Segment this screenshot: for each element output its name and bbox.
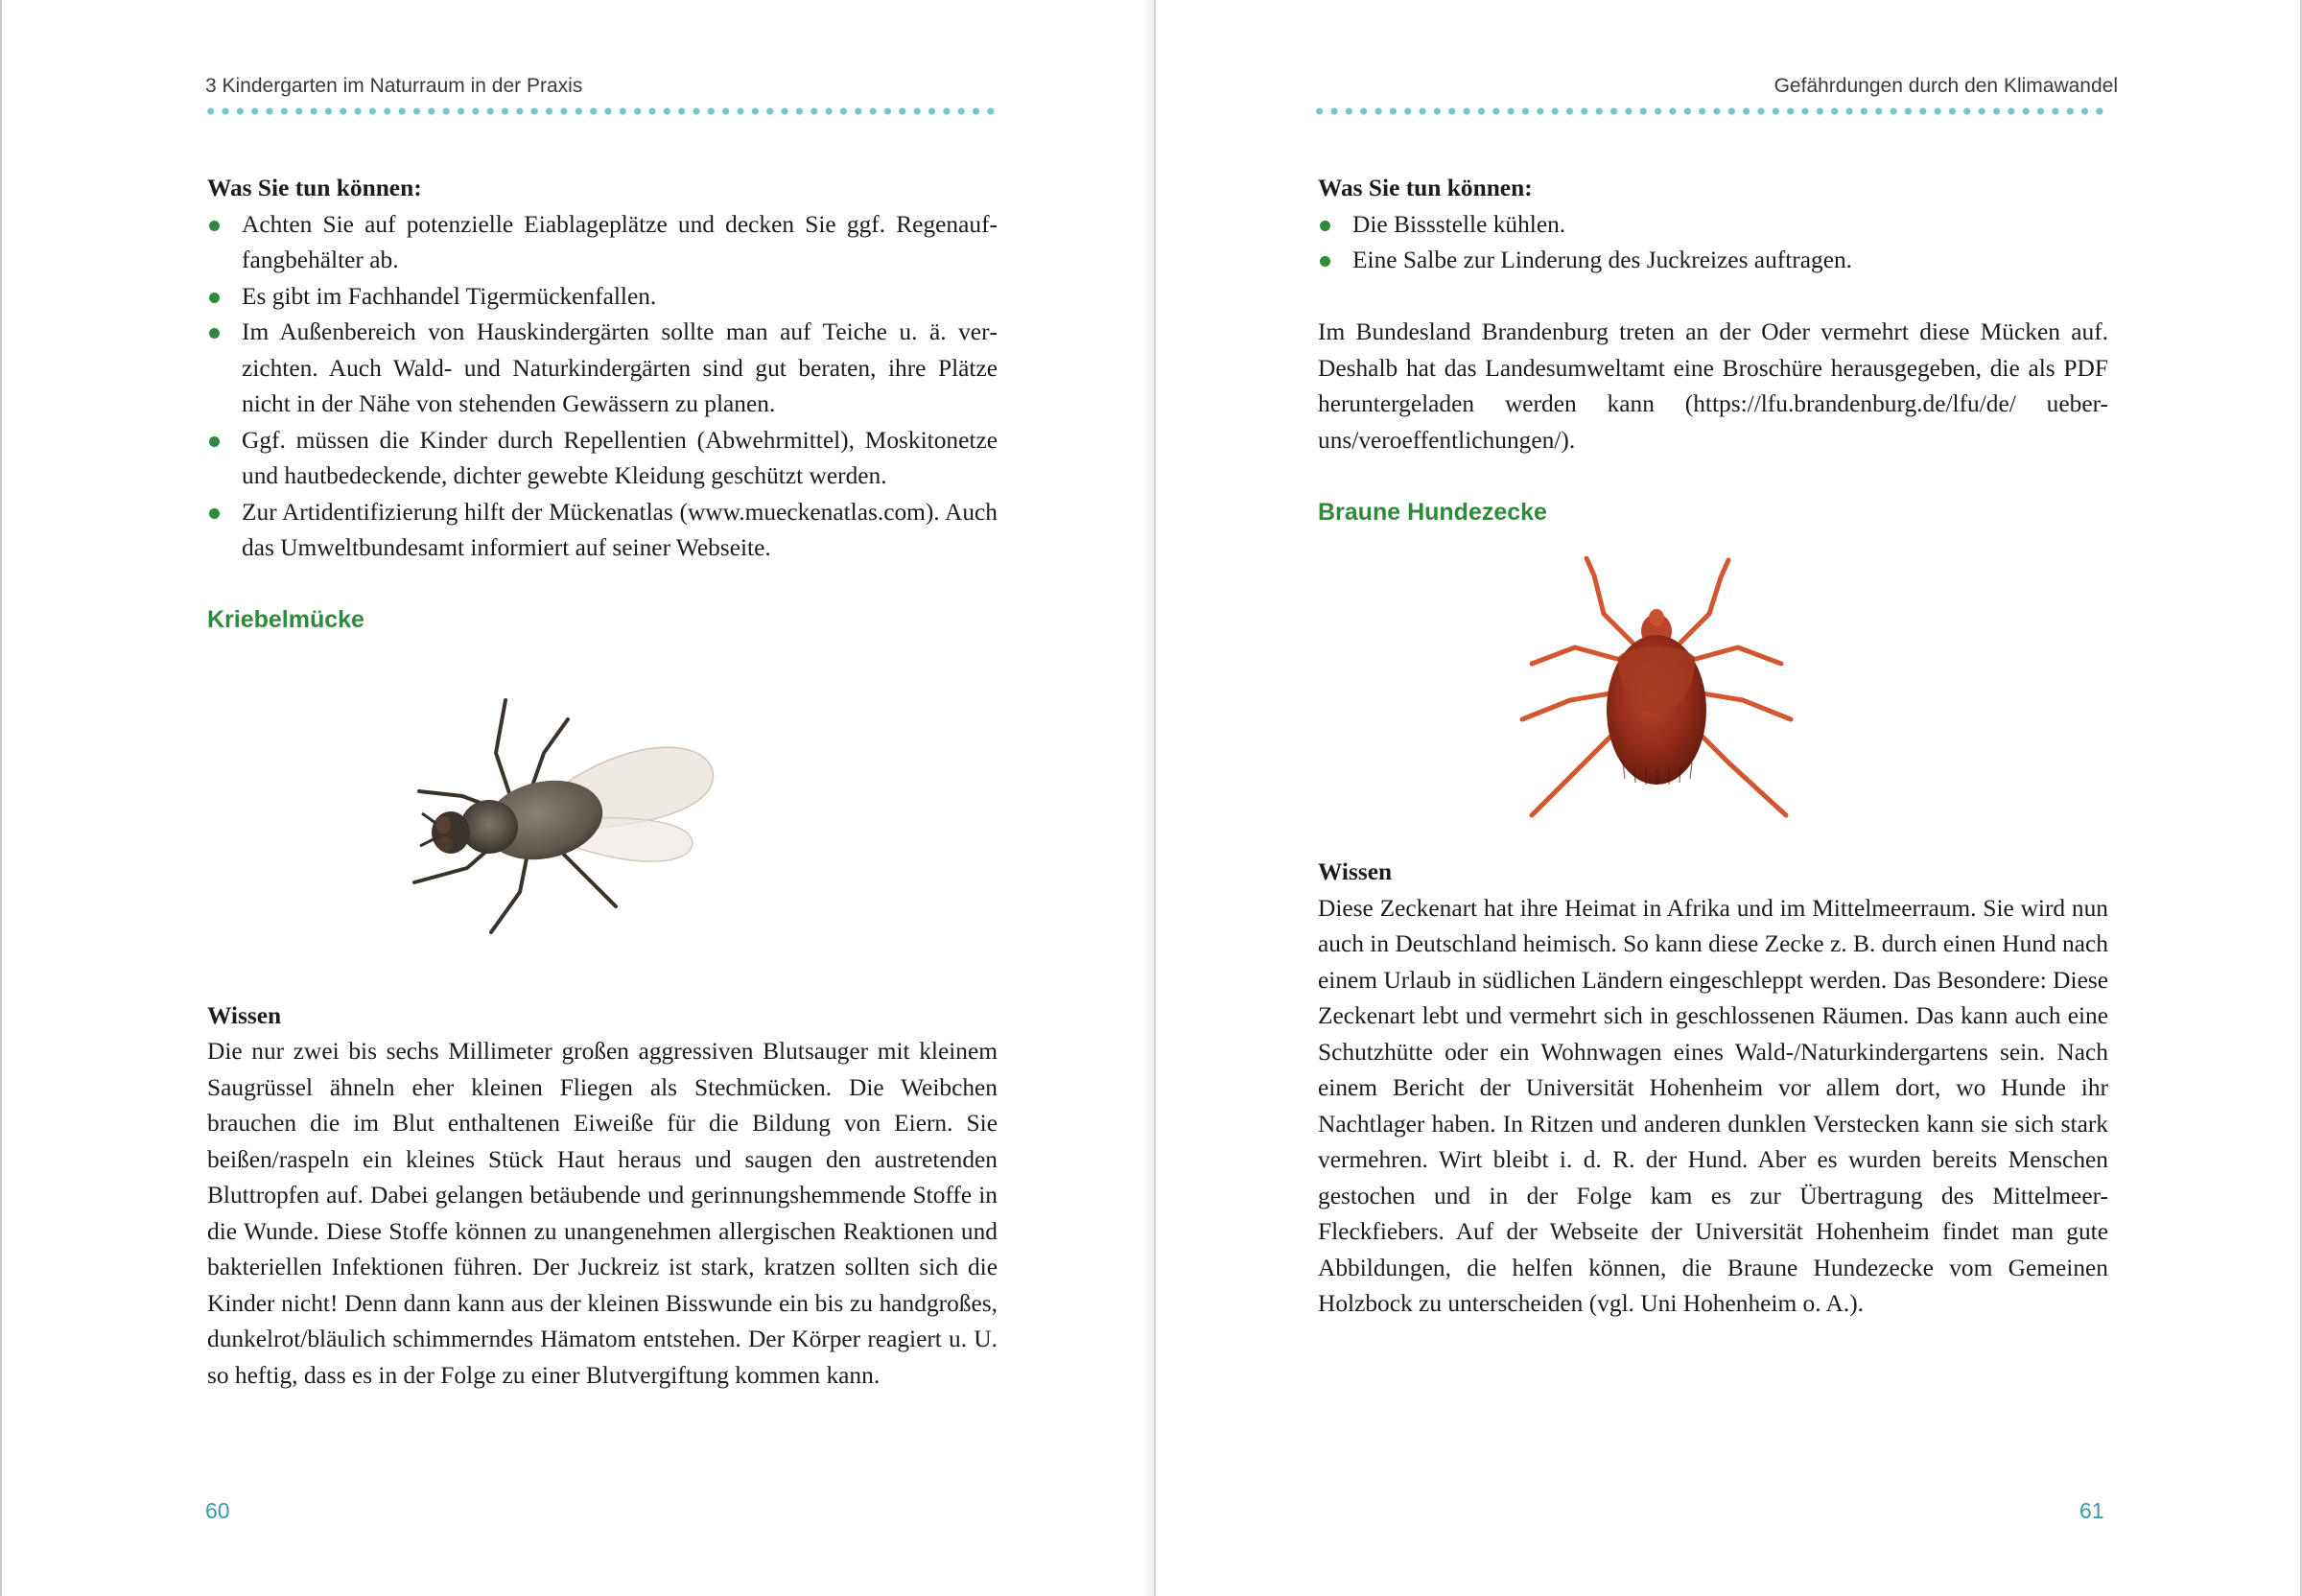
spacer (207, 567, 998, 603)
brandenburg-text: Im Bundesland Brandenburg treten an der Oder vermehrt diese Mücken auf. Deshalb hat das Landesumweltamt eine Broschüre herausgegeben, die als PDF heruntergeladen werden kann (https://lfu.brandenburg.de/lfu/de/ ueber-uns/veroeffentlichungen/). (1318, 318, 2108, 454)
list-item: Im Außenbereich von Hauskindergärten sollte man auf Teiche u. ä. verzichten. Auch Wald- und Naturkindergärten sind gut beraten, ihre Plätze nicht in der Nähe von stehenden Gewässern zu planen. (207, 315, 998, 423)
running-head-right: Gefährdungen durch den Klimawandel (1773, 75, 2118, 97)
wissen-text-left: Die nur zwei bis sechs Millimeter großen aggressiven Blutsauger mit kleinem Saugrüssel ähneln eher kleinen Fliegen als Stechmücken. Die Weibchen brauchen die im Blut enthaltenen Eiweiße für die Bildung von Eiern. Sie beißen/raspeln ein kleines Stück Haut heraus und saugen den austretenden Bluttropfen auf. Dabei gelangen betäubende und gerinnungshemmende Stoffe in die Wunde. Diese Stoffe können zu unangenehmen allergischen Reaktionen und bakteriellen Infektionen führen. Der Juckreiz ist stark, kratzen sollten sich die Kinder nicht! Denn dann kann aus der kleinen Bisswunde ein bis zu handgroßes, dunkelrot/bläulich schimmerndes Hämatom entstehen. Der Körper reagiert u. U. so heftig, dass es in der Folge zu einer Blutvergiftung kommen kann. (207, 1038, 998, 1389)
gutter-shadow (1141, 0, 1155, 1596)
list-item: Die Bissstelle kühlen. (1318, 207, 2108, 244)
dotted-rule-right (1312, 106, 2106, 117)
wissen-text-right: Diese Zeckenart hat ihre Heimat in Afrika und im Mittelmeerraum. Sie wird nun auch in Deutschland heimisch. So kann diese Zecke z. B. durch einen Hund nach einem Urlaub in südlichen Ländern eingeschleppt werden. Das Besondere: Diese Zeckenart lebt und vermehrt sich in geschlossenen Räumen. Das kann auch eine Schutzhütte oder ein Wohnwagen eines Wald-/Naturkindergartens sein. Nach einem Bericht der Universität Hohenheim vor allem dort, wo Hunde ihr Nachtlager haben. In Ritzen und anderen dunklen Verstecken kann sie sich stark vermehren. Wirt bleibt i. d. R. der Hund. Aber es wurden bereits Menschen gestochen und in der Folge kam es zur Übertragung des Mittelmeer-Fleckfiebers. Auf der Webseite der Universität Hohenheim findet man gute Abbildungen, die helfen können, die Braune Hundezecke vom Gemeinen Holzbock zu unterscheiden (vgl. Uni Hohenheim o. A.). (1318, 894, 2108, 1317)
section-title-braune-hundezecke: Braune Hundezecke (1318, 498, 1547, 526)
bullet-list-left (207, 207, 998, 567)
list-item: Es gibt im Fachhandel Tigermückenfallen. (207, 279, 998, 316)
list-item: Achten Sie auf potenzielle Eiablageplätze und decken Sie ggf. Regenauffangbehälter ab. (207, 207, 998, 279)
what-you-can-do-heading-right: Was Sie tun können: (1318, 175, 1533, 201)
page-number-right: 61 (2079, 1498, 2104, 1523)
brown-dog-tick-photo (1498, 556, 1815, 834)
wissen-heading-right: Wissen (1318, 858, 1393, 885)
section-title-kriebelmuecke: Kriebelmücke (207, 606, 364, 633)
dotted-rule-left (203, 106, 998, 117)
wissen-heading-left: Wissen (207, 1001, 282, 1029)
black-fly-photo (376, 662, 731, 969)
spacer (1318, 279, 2108, 316)
bullet-list-right (1318, 207, 2108, 279)
tick-icon (1498, 556, 1815, 834)
fly-icon (376, 662, 731, 969)
list-item: Eine Salbe zur Linderung des Juckreizes auftragen. (1318, 243, 2108, 279)
what-you-can-do-heading-left: Was Sie tun können: (207, 175, 422, 201)
spacer (1318, 458, 2108, 495)
list-item: Zur Artidentifizierung hilft der Mückenatlas (www.mueckenatlas.com). Auch das Umweltbundesamt informiert auf seiner Webseite. (207, 495, 998, 567)
list-item: Ggf. müssen die Kinder durch Repellentien (Abwehrmittel), Moskitonetze und hautbedeckende, dichter gewebte Kleidung geschützt werden. (207, 423, 998, 495)
running-head-left: 3 Kindergarten im Naturraum in der Praxis (205, 75, 583, 97)
page-number-left: 60 (205, 1498, 230, 1523)
